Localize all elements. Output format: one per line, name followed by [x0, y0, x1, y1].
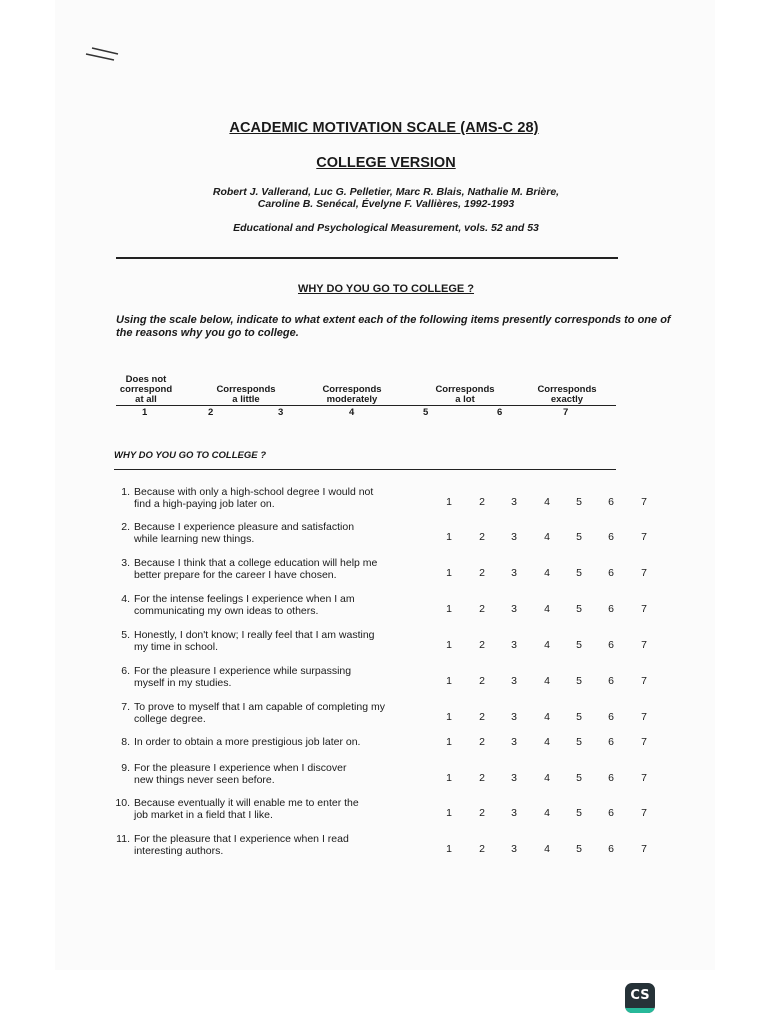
response-option-4[interactable]: 4 — [544, 807, 550, 819]
scale-label-text: Corresponds — [216, 384, 276, 395]
logo-text: CS — [630, 988, 650, 1003]
item-text — [134, 797, 414, 821]
response-option-6[interactable]: 6 — [608, 567, 614, 579]
response-option-4[interactable]: 4 — [544, 603, 550, 615]
item-number: 10. — [115, 797, 130, 809]
response-option-6[interactable]: 6 — [608, 639, 614, 651]
response-option-5[interactable]: 5 — [576, 711, 582, 723]
scale-number: 4 — [349, 407, 355, 418]
scale-number: 2 — [208, 407, 214, 418]
response-option-4[interactable]: 4 — [544, 639, 550, 651]
response-option-6[interactable]: 6 — [608, 711, 614, 723]
scale-label-text: at all — [135, 394, 157, 405]
response-option-2[interactable]: 2 — [479, 603, 485, 615]
form-subtitle: COLLEGE VERSION — [316, 155, 456, 171]
response-option-5[interactable]: 5 — [576, 603, 582, 615]
paper-sheet — [55, 0, 715, 970]
scale-label-2 — [205, 385, 287, 405]
response-option-4[interactable]: 4 — [544, 843, 550, 855]
scale-label-text: correspond — [119, 384, 173, 395]
response-option-1[interactable]: 1 — [446, 675, 452, 687]
response-option-3[interactable]: 3 — [511, 639, 517, 651]
journal-citation: Educational and Psychological Measurement, vols. 52 and 53 — [233, 222, 539, 234]
divider — [116, 257, 618, 259]
response-option-3[interactable]: 3 — [511, 711, 517, 723]
response-option-5[interactable]: 5 — [576, 843, 582, 855]
response-option-5[interactable]: 5 — [576, 675, 582, 687]
item-text — [134, 665, 414, 689]
item-text-line: while learning new things. — [134, 533, 255, 545]
scale-label-text: Corresponds — [537, 384, 597, 395]
item-text-line: new things never seen before. — [134, 774, 275, 786]
response-option-7[interactable]: 7 — [641, 531, 647, 543]
camscanner-logo — [625, 983, 655, 1013]
response-option-6[interactable]: 6 — [608, 603, 614, 615]
response-option-2[interactable]: 2 — [479, 531, 485, 543]
item-number: 6. — [121, 665, 130, 677]
response-option-7[interactable]: 7 — [641, 736, 647, 748]
response-option-2[interactable]: 2 — [479, 736, 485, 748]
item-text-line: Because I think that a college education will help me — [134, 557, 378, 569]
response-option-1[interactable]: 1 — [446, 567, 452, 579]
response-option-2[interactable]: 2 — [479, 496, 485, 508]
item-text-line: my time in school. — [134, 641, 219, 653]
response-option-6[interactable]: 6 — [608, 772, 614, 784]
scale-number: 1 — [142, 407, 148, 418]
response-option-2[interactable]: 2 — [479, 807, 485, 819]
item-text-line: job market in a field that I like. — [134, 809, 273, 821]
item-text — [134, 762, 414, 786]
item-text-line: college degree. — [134, 713, 206, 725]
form-title: ACADEMIC MOTIVATION SCALE (AMS-C 28) — [229, 120, 539, 136]
item-text-line: To prove to myself that I am capable of completing my — [134, 701, 385, 713]
response-option-1[interactable]: 1 — [446, 807, 452, 819]
response-option-7[interactable]: 7 — [641, 807, 647, 819]
response-option-2[interactable]: 2 — [479, 567, 485, 579]
response-option-4[interactable]: 4 — [544, 772, 550, 784]
response-option-7[interactable]: 7 — [641, 603, 647, 615]
authors-line-1: Robert J. Vallerand, Luc G. Pelletier, Marc R. Blais, Nathalie M. Brière, — [212, 186, 560, 198]
scale-label-text: Corresponds — [435, 384, 495, 395]
item-number: 7. — [121, 701, 130, 713]
response-option-5[interactable]: 5 — [576, 496, 582, 508]
item-text-line: Because eventually it will enable me to enter the — [134, 797, 359, 809]
item-text — [134, 629, 414, 653]
response-option-1[interactable]: 1 — [446, 603, 452, 615]
item-text-line: For the pleasure I experience when I discover — [134, 762, 347, 774]
scale-number: 6 — [497, 407, 503, 418]
response-option-5[interactable]: 5 — [576, 772, 582, 784]
item-number: 8. — [121, 736, 130, 748]
scale-line — [116, 405, 616, 406]
response-option-2[interactable]: 2 — [479, 675, 485, 687]
item-text — [134, 833, 414, 857]
logo-accent-bar — [625, 1008, 655, 1013]
item-text-line: Because with only a high-school degree I would not — [134, 486, 374, 498]
response-option-6[interactable]: 6 — [608, 531, 614, 543]
response-option-4[interactable]: 4 — [544, 711, 550, 723]
response-option-5[interactable]: 5 — [576, 531, 582, 543]
item-text — [134, 736, 414, 748]
response-option-3[interactable]: 3 — [511, 807, 517, 819]
response-option-1[interactable]: 1 — [446, 772, 452, 784]
response-option-7[interactable]: 7 — [641, 711, 647, 723]
questions-header: WHY DO YOU GO TO COLLEGE ? — [114, 450, 267, 461]
response-option-3[interactable]: 3 — [511, 843, 517, 855]
response-option-1[interactable]: 1 — [446, 843, 452, 855]
section-title: WHY DO YOU GO TO COLLEGE ? — [297, 283, 475, 295]
response-option-5[interactable]: 5 — [576, 567, 582, 579]
response-option-3[interactable]: 3 — [511, 772, 517, 784]
scale-number: 7 — [563, 407, 569, 418]
item-text-line: Because I experience pleasure and satisfaction — [134, 521, 355, 533]
response-option-7[interactable]: 7 — [641, 567, 647, 579]
response-option-6[interactable]: 6 — [608, 675, 614, 687]
item-number: 11. — [116, 833, 130, 845]
response-option-1[interactable]: 1 — [446, 496, 452, 508]
scale-label-text: Corresponds — [322, 384, 382, 395]
response-option-3[interactable]: 3 — [511, 675, 517, 687]
response-option-4[interactable]: 4 — [544, 567, 550, 579]
item-text-line: interesting authors. — [134, 845, 224, 857]
item-text-line: For the pleasure I experience while surpassing — [134, 665, 352, 677]
item-text-line: myself in my studies. — [134, 677, 232, 689]
response-option-1[interactable]: 1 — [446, 639, 452, 651]
response-option-3[interactable]: 3 — [511, 603, 517, 615]
response-option-3[interactable]: 3 — [511, 496, 517, 508]
response-option-5[interactable]: 5 — [576, 807, 582, 819]
scale-label-5 — [526, 385, 608, 405]
scale-label-text: a little — [232, 394, 260, 405]
item-text-line: communicating my own ideas to others. — [134, 605, 319, 617]
response-option-2[interactable]: 2 — [479, 772, 485, 784]
response-option-4[interactable]: 4 — [544, 496, 550, 508]
scale-label-text: moderately — [326, 394, 378, 405]
response-option-2[interactable]: 2 — [479, 711, 485, 723]
scale-label-3 — [311, 385, 393, 405]
item-text-line: In order to obtain a more prestigious job later on. — [134, 736, 361, 748]
response-option-6[interactable]: 6 — [608, 736, 614, 748]
item-text-line: For the intense feelings I experience when I am — [134, 593, 355, 605]
response-option-3[interactable]: 3 — [511, 736, 517, 748]
response-option-2[interactable]: 2 — [479, 639, 485, 651]
item-text — [134, 486, 414, 510]
response-option-1[interactable]: 1 — [446, 711, 452, 723]
scale-label-text: a lot — [455, 394, 475, 405]
response-option-1[interactable]: 1 — [446, 736, 452, 748]
response-option-7[interactable]: 7 — [641, 639, 647, 651]
response-option-4[interactable]: 4 — [544, 675, 550, 687]
item-text — [134, 521, 414, 545]
scale-label-text: Does not — [125, 374, 167, 385]
item-text-line: For the pleasure that I experience when I read — [134, 833, 349, 845]
scale-label-1 — [110, 375, 182, 405]
authors — [0, 186, 768, 210]
response-option-2[interactable]: 2 — [479, 843, 485, 855]
response-option-5[interactable]: 5 — [576, 639, 582, 651]
response-option-7[interactable]: 7 — [641, 496, 647, 508]
item-text — [134, 593, 414, 617]
scale-number: 5 — [423, 407, 429, 418]
response-option-7[interactable]: 7 — [641, 843, 647, 855]
response-option-6[interactable]: 6 — [608, 843, 614, 855]
item-text — [134, 557, 414, 581]
item-number: 1. — [121, 486, 130, 498]
item-text-line: Honestly, I don't know; I really feel that I am wasting — [134, 629, 375, 641]
response-option-4[interactable]: 4 — [544, 736, 550, 748]
response-option-7[interactable]: 7 — [641, 675, 647, 687]
pen-mark — [84, 44, 120, 64]
item-number: 9. — [121, 762, 130, 774]
response-option-5[interactable]: 5 — [576, 736, 582, 748]
item-number: 5. — [121, 629, 130, 641]
scale-label-4 — [424, 385, 506, 405]
response-option-6[interactable]: 6 — [608, 496, 614, 508]
item-text-line: find a high-paying job later on. — [134, 498, 275, 510]
item-text-line: better prepare for the career I have chosen. — [134, 569, 337, 581]
scale-number: 3 — [278, 407, 284, 418]
item-text — [134, 701, 414, 725]
item-number: 3. — [121, 557, 130, 569]
response-option-1[interactable]: 1 — [446, 531, 452, 543]
instructions: Using the scale below, indicate to what extent each of the following items presently corresponds to one of the reasons why you go to college. — [116, 314, 671, 339]
authors-line-2: Caroline B. Senécal, Évelyne F. Vallières, 1992-1993 — [257, 198, 515, 210]
item-number: 2. — [121, 521, 130, 533]
response-option-6[interactable]: 6 — [608, 807, 614, 819]
response-option-3[interactable]: 3 — [511, 567, 517, 579]
item-number: 4. — [121, 593, 130, 605]
response-option-4[interactable]: 4 — [544, 531, 550, 543]
scale-label-text: exactly — [550, 394, 584, 405]
response-option-3[interactable]: 3 — [511, 531, 517, 543]
divider — [114, 469, 616, 470]
response-option-7[interactable]: 7 — [641, 772, 647, 784]
